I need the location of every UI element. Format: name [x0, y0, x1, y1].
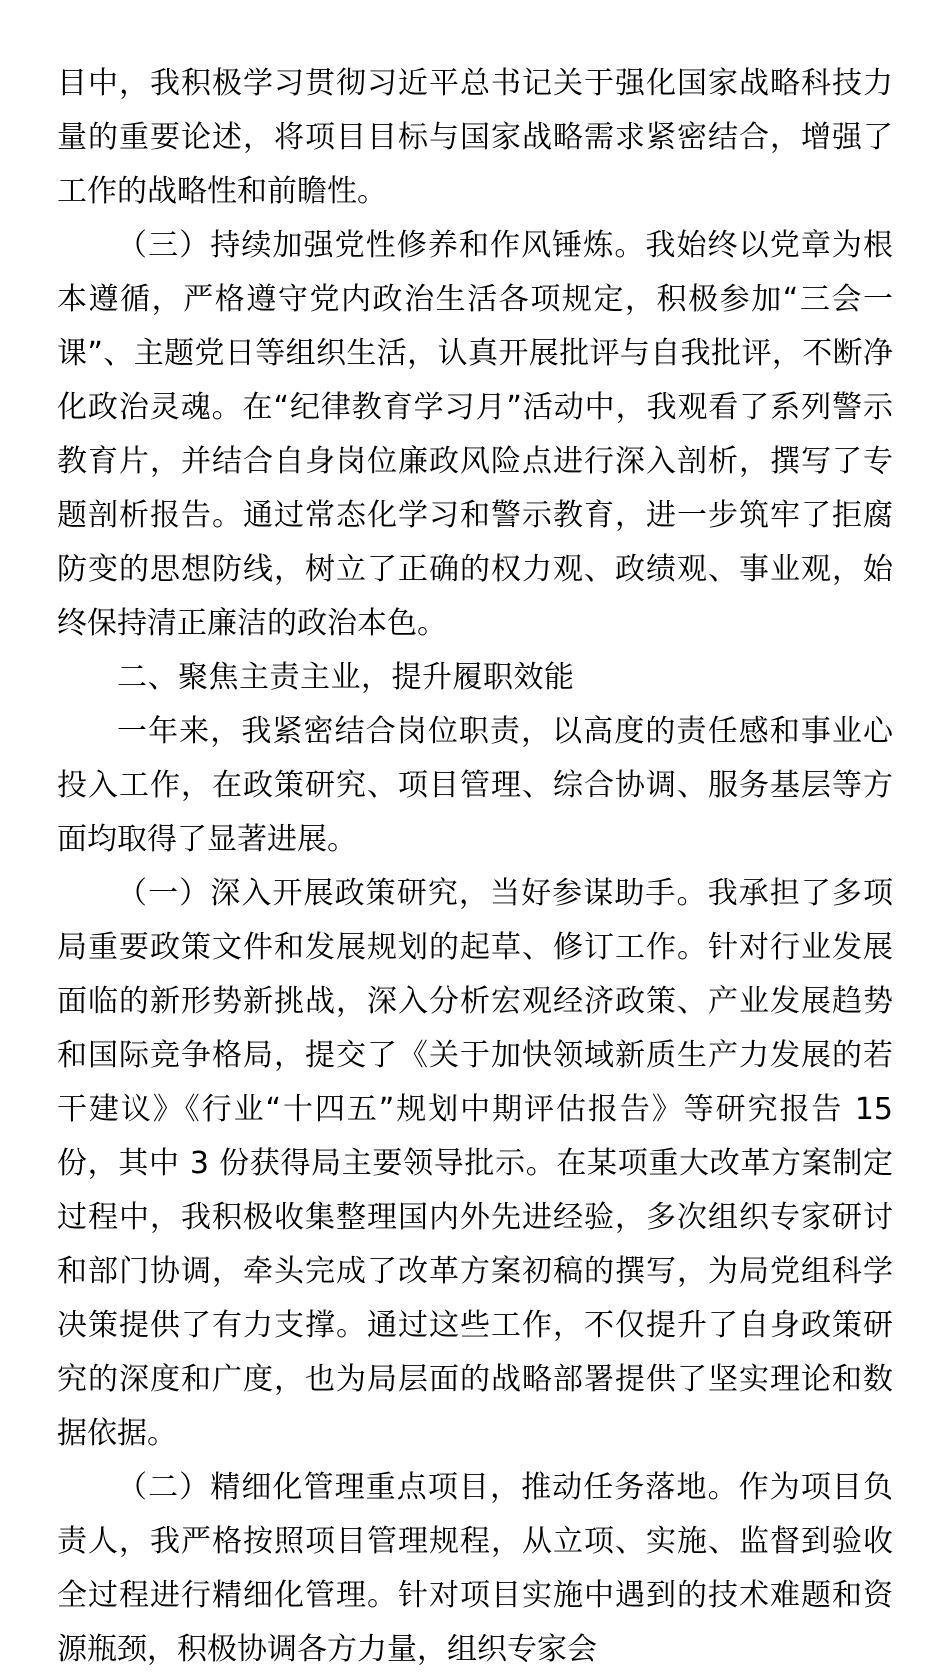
- paragraph-section-one-item-three: （三）持续加强党性修养和作风锤炼。我始终以党章为根本遵循，严格遵守党内政治生活各项规定，积极参加“三会一课”、主题党日等组织生活，认真开展批评与自我批评，不断净化政治灵魂。在“纪律教育学习月”活动中，我观看了系列警示教育片，并结合自身岗位廉政风险点进行深入剖析，撰写了专题剖析报告。通过常态化学习和警示教育，进一步筑牢了拒腐防变的思想防线，树立了正确的权力观、政绩观、事业观，始终保持清正廉洁的政治本色。: [57, 228, 893, 641]
- document-body: [57, 57, 893, 1677]
- paragraph-section-two-item-two: （二）精细化管理重点项目，推动任务落地。作为项目负责人，我严格按照项目管理规程，从立项、实施、监督到验收全过程进行精细化管理。针对项目实施中遇到的技术难题和资源瓶颈，积极协调各方力量，组织专家会: [57, 1470, 893, 1667]
- paragraph-continuation-strategy: 目中，我积极学习贯彻习近平总书记关于强化国家战略科技力量的重要论述，将项目目标与国家战略需求紧密结合，增强了工作的战略性和前瞻性。: [57, 66, 893, 209]
- paragraph-section-two-item-one: （一）深入开展政策研究，当好参谋助手。我承担了多项局重要政策文件和发展规划的起草、修订工作。针对行业发展面临的新形势新挑战，深入分析宏观经济政策、产业发展趋势和国际竞争格局，提交了《关于加快领域新质生产力发展的若干建议》《行业“十四五”规划中期评估报告》等研究报告 15 份，其中 3 份获得局主要领导批示。在某项重大改革方案制定过程中，我积极收集整理国内外先进经验，多次组织专家研讨和部门协调，牵头完成了改革方案初稿的撰写，为局党组科学决策提供了有力支撑。通过这些工作，不仅提升了自身政策研究的深度和广度，也为局层面的战略部署提供了坚实理论和数据依据。: [57, 876, 893, 1451]
- paragraph-section-two-intro: 一年来，我紧密结合岗位职责，以高度的责任感和事业心投入工作，在政策研究、项目管理、综合协调、服务基层等方面均取得了显著进展。: [57, 714, 893, 857]
- heading-section-two: 二、聚焦主责主业，提升履职效能: [117, 660, 575, 695]
